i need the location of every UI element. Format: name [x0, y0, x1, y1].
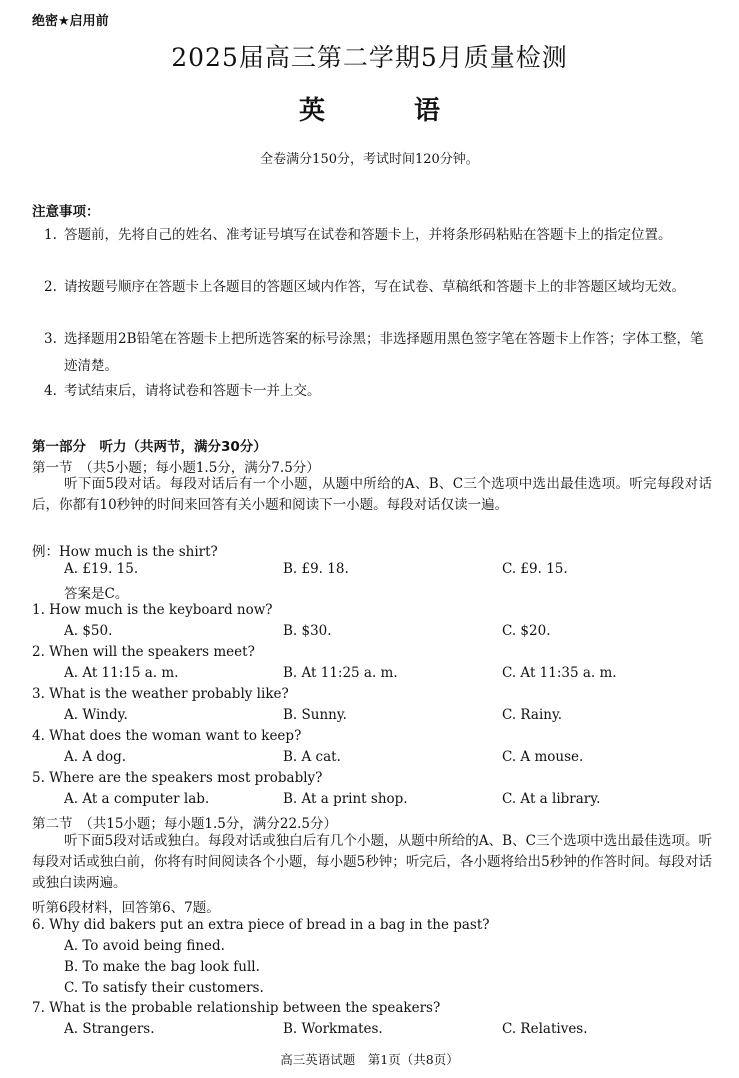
- question-5: 5. Where are the speakers most probably?: [32, 770, 323, 786]
- note-number: 1.: [44, 227, 57, 243]
- question-4: 4. What does the woman want to keep?: [32, 728, 302, 744]
- q6-option-c: C. To satisfy their customers.: [64, 980, 264, 996]
- exam-title: 2025届高三第二学期5月质量检测: [171, 43, 568, 72]
- q3-option-c: C. Rainy.: [502, 707, 563, 723]
- note-item-1: [44, 222, 712, 249]
- section1-instructions: 听下面5段对话。每段对话后有一个小题，从题中所给的A、B、C三个选项中选出最佳选项。听完每段对话后，你都有10秒钟的时间来回答有关小题和阅读下一小题。每段对话仅读一遍。: [32, 476, 712, 513]
- question-1: 1. How much is the keyboard now?: [32, 602, 273, 618]
- page-footer: 高三英语试题 第1页（共8页）: [280, 1052, 459, 1067]
- example-option-b: B. £9. 18.: [283, 561, 349, 577]
- section2-instructions: 听下面5段对话或独白。每段对话或独白后有几个小题，从题中所给的A、B、C三个选项中选出最佳选项。听每段对话或独白前，你将有时间阅读各个小题，每小题5秒钟；听完后，各小题将给出5秒钟的作答时间。每段对话或独白读两遍。: [32, 833, 712, 891]
- q2-option-b: B. At 11:25 a. m.: [283, 665, 398, 681]
- note-text: 答题前，先将自己的姓名、准考证号填写在试卷和答题卡上，并将条形码粘贴在答题卡上的指定位置。: [64, 227, 672, 243]
- note-item-4: [44, 378, 712, 405]
- q4-option-a: A. A dog.: [64, 749, 127, 765]
- q3-option-a: A. Windy.: [64, 707, 128, 723]
- part1-heading: 第一部分 听力（共两节，满分30分）: [32, 439, 267, 455]
- subject-title: 英 语: [298, 96, 481, 126]
- question-3: 3. What is the weather probably like?: [32, 686, 289, 702]
- note-text: 请按题号顺序在答题卡上各题目的答题区域内作答，写在试卷、草稿纸和答题卡上的非答题区域均无效。: [64, 279, 685, 295]
- section2-heading: 第二节 （共15小题；每小题1.5分，满分22.5分）: [32, 816, 337, 832]
- note-number: 2.: [44, 279, 57, 295]
- q5-option-c: C. At a library.: [502, 791, 601, 807]
- q1-option-c: C. $20.: [502, 623, 551, 639]
- note-item-3: [44, 326, 712, 380]
- q2-option-a: A. At 11:15 a. m.: [64, 665, 179, 681]
- notes-heading: 注意事项：: [32, 204, 100, 220]
- note-text: 考试结束后，请将试卷和答题卡一并上交。: [64, 383, 321, 399]
- q1-option-a: A. $50.: [64, 623, 113, 639]
- q5-option-b: B. At a print shop.: [283, 791, 408, 807]
- q4-option-c: C. A mouse.: [502, 749, 584, 765]
- example-question: 例：How much is the shirt?: [32, 544, 218, 560]
- question-6: 6. Why did bakers put an extra piece of bread in a bag in the past?: [32, 917, 490, 933]
- q7-option-b: B. Workmates.: [283, 1021, 383, 1037]
- note-number: 3.: [44, 331, 57, 347]
- q3-option-b: B. Sunny.: [283, 707, 347, 723]
- score-time-note: 全卷满分150分，考试时间120分钟。: [260, 152, 479, 167]
- question-7: 7. What is the probable relationship between the speakers?: [32, 1000, 441, 1016]
- q7-option-c: C. Relatives.: [502, 1021, 588, 1037]
- material-6-note: 听第6段材料，回答第6、7题。: [32, 900, 220, 916]
- example-option-a: A. £19. 15.: [64, 561, 139, 577]
- q4-option-b: B. A cat.: [283, 749, 341, 765]
- note-text: 选择题用2B铅笔在答题卡上把所选答案的标号涂黑；非选择题用黑色签字笔在答题卡上作答；字体工整，笔迹清楚。: [64, 331, 704, 374]
- q7-option-a: A. Strangers.: [64, 1021, 155, 1037]
- question-2: 2. When will the speakers meet?: [32, 644, 255, 660]
- confidential-label: 绝密★启用前: [32, 14, 109, 29]
- example-answer: 答案是C。: [64, 586, 129, 602]
- q6-option-a: A. To avoid being fined.: [64, 938, 225, 954]
- example-option-c: C. £9. 15.: [502, 561, 568, 577]
- q6-option-b: B. To make the bag look full.: [64, 959, 260, 975]
- q5-option-a: A. At a computer lab.: [64, 791, 210, 807]
- note-number: 4.: [44, 383, 57, 399]
- section1-heading: 第一节 （共5小题；每小题1.5分，满分7.5分）: [32, 460, 320, 476]
- q1-option-b: B. $30.: [283, 623, 332, 639]
- q2-option-c: C. At 11:35 a. m.: [502, 665, 617, 681]
- note-item-2: [44, 274, 712, 301]
